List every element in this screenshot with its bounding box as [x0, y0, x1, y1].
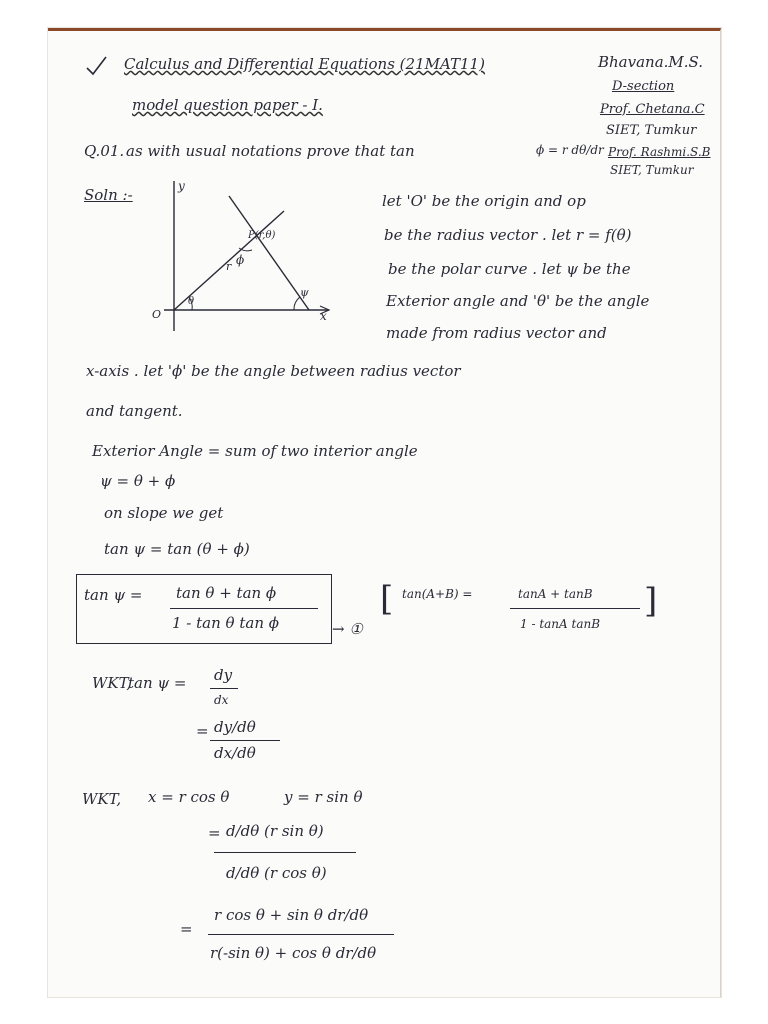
boxed-denominator: 1 - tan θ tan ϕ — [172, 614, 279, 632]
identity-fraction-bar — [510, 608, 640, 609]
wkt-label-2: WKT, — [82, 790, 122, 808]
diagram-point: P(r,θ) — [248, 230, 276, 241]
wkt1-num1: dy — [214, 666, 233, 684]
para-line-2: be the radius vector . let r = f(θ) — [384, 226, 632, 244]
boxed-fraction-bar — [170, 608, 318, 609]
wkt-label-1: WKT, — [92, 674, 132, 692]
para-line-7: and tangent. — [86, 402, 183, 420]
wkt1-num2: dy/dθ — [214, 718, 256, 736]
wkt1-den1: dx — [214, 693, 229, 707]
para-line-3: be the polar curve . let ψ be the — [388, 260, 631, 278]
identity-open-bracket: [ — [380, 579, 394, 619]
diagram-phi: ϕ — [236, 253, 245, 267]
wkt2-bar2 — [208, 934, 394, 935]
diagram-origin: O — [152, 308, 162, 321]
tan-psi-equation: tan ψ = tan (θ + ϕ) — [104, 540, 250, 558]
identity-denominator: 1 - tanA tanB — [520, 617, 601, 631]
diagram-theta: θ — [188, 296, 195, 307]
professor-1: Prof. Chetana.C — [600, 102, 705, 117]
polar-diagram — [144, 176, 354, 336]
para-line-5: made from radius vector and — [386, 324, 607, 342]
diagram-y-label: y — [178, 179, 185, 193]
wkt2-bar1 — [214, 852, 356, 853]
boxed-lhs: tan ψ = — [84, 586, 143, 604]
wkt1-bar2 — [210, 740, 280, 741]
para-line-1: let 'O' be the origin and op — [382, 192, 586, 210]
question-label: Q.01. — [84, 142, 125, 160]
exterior-angle-statement: Exterior Angle = sum of two interior angle — [92, 442, 418, 460]
solution-label: Soln :- — [84, 186, 133, 204]
wkt2-den1: d/dθ (r cos θ) — [226, 864, 327, 882]
diagram-psi: ψ — [300, 286, 309, 299]
x-polar-eq: x = r cos θ — [148, 788, 230, 806]
on-slope-text: on slope we get — [104, 504, 224, 522]
boxed-numerator: tan θ + tan ϕ — [176, 584, 277, 602]
question-text: as with usual notations prove that tan — [126, 142, 415, 160]
para-line-6: x-axis . let 'ϕ' be the angle between radius vector — [86, 362, 461, 380]
wkt2-num2: r cos θ + sin θ dr/dθ — [214, 906, 369, 924]
identity-numerator: tanA + tanB — [518, 587, 593, 601]
wkt1-den2: dx/dθ — [214, 744, 256, 762]
paper-subtitle: model question paper - I. — [132, 96, 323, 114]
question-formula: ϕ = r dθ/dr — [536, 143, 604, 157]
wkt2-den2: r(-sin θ) + cos θ dr/dθ — [210, 944, 377, 962]
section-label: D-section — [612, 79, 675, 94]
equation-ref-1: → ① — [332, 620, 363, 638]
wkt1-bar1 — [210, 688, 238, 689]
y-polar-eq: y = r sin θ — [284, 788, 363, 806]
student-name: Bhavana.M.S. — [598, 53, 704, 71]
psi-equation: ψ = θ + ϕ — [100, 472, 176, 490]
institute-1: SIET, Tumkur — [606, 123, 697, 138]
identity-lhs: tan(A+B) = — [402, 587, 473, 601]
professor-2: Prof. Rashmi.S.B — [608, 145, 711, 159]
para-line-4: Exterior angle and 'θ' be the angle — [386, 292, 650, 310]
diagram-r: r — [226, 260, 232, 273]
diagram-x-label: x — [320, 309, 327, 323]
institute-2: SIET, Tumkur — [610, 163, 694, 177]
checkmark-icon — [84, 54, 110, 80]
wkt2-num1: d/dθ (r sin θ) — [226, 822, 324, 840]
identity-close-bracket: ] — [644, 581, 658, 621]
wkt1-lhs: tan ψ = — [128, 674, 187, 692]
paper-title: Calculus and Differential Equations (21MAT11) — [124, 55, 485, 73]
